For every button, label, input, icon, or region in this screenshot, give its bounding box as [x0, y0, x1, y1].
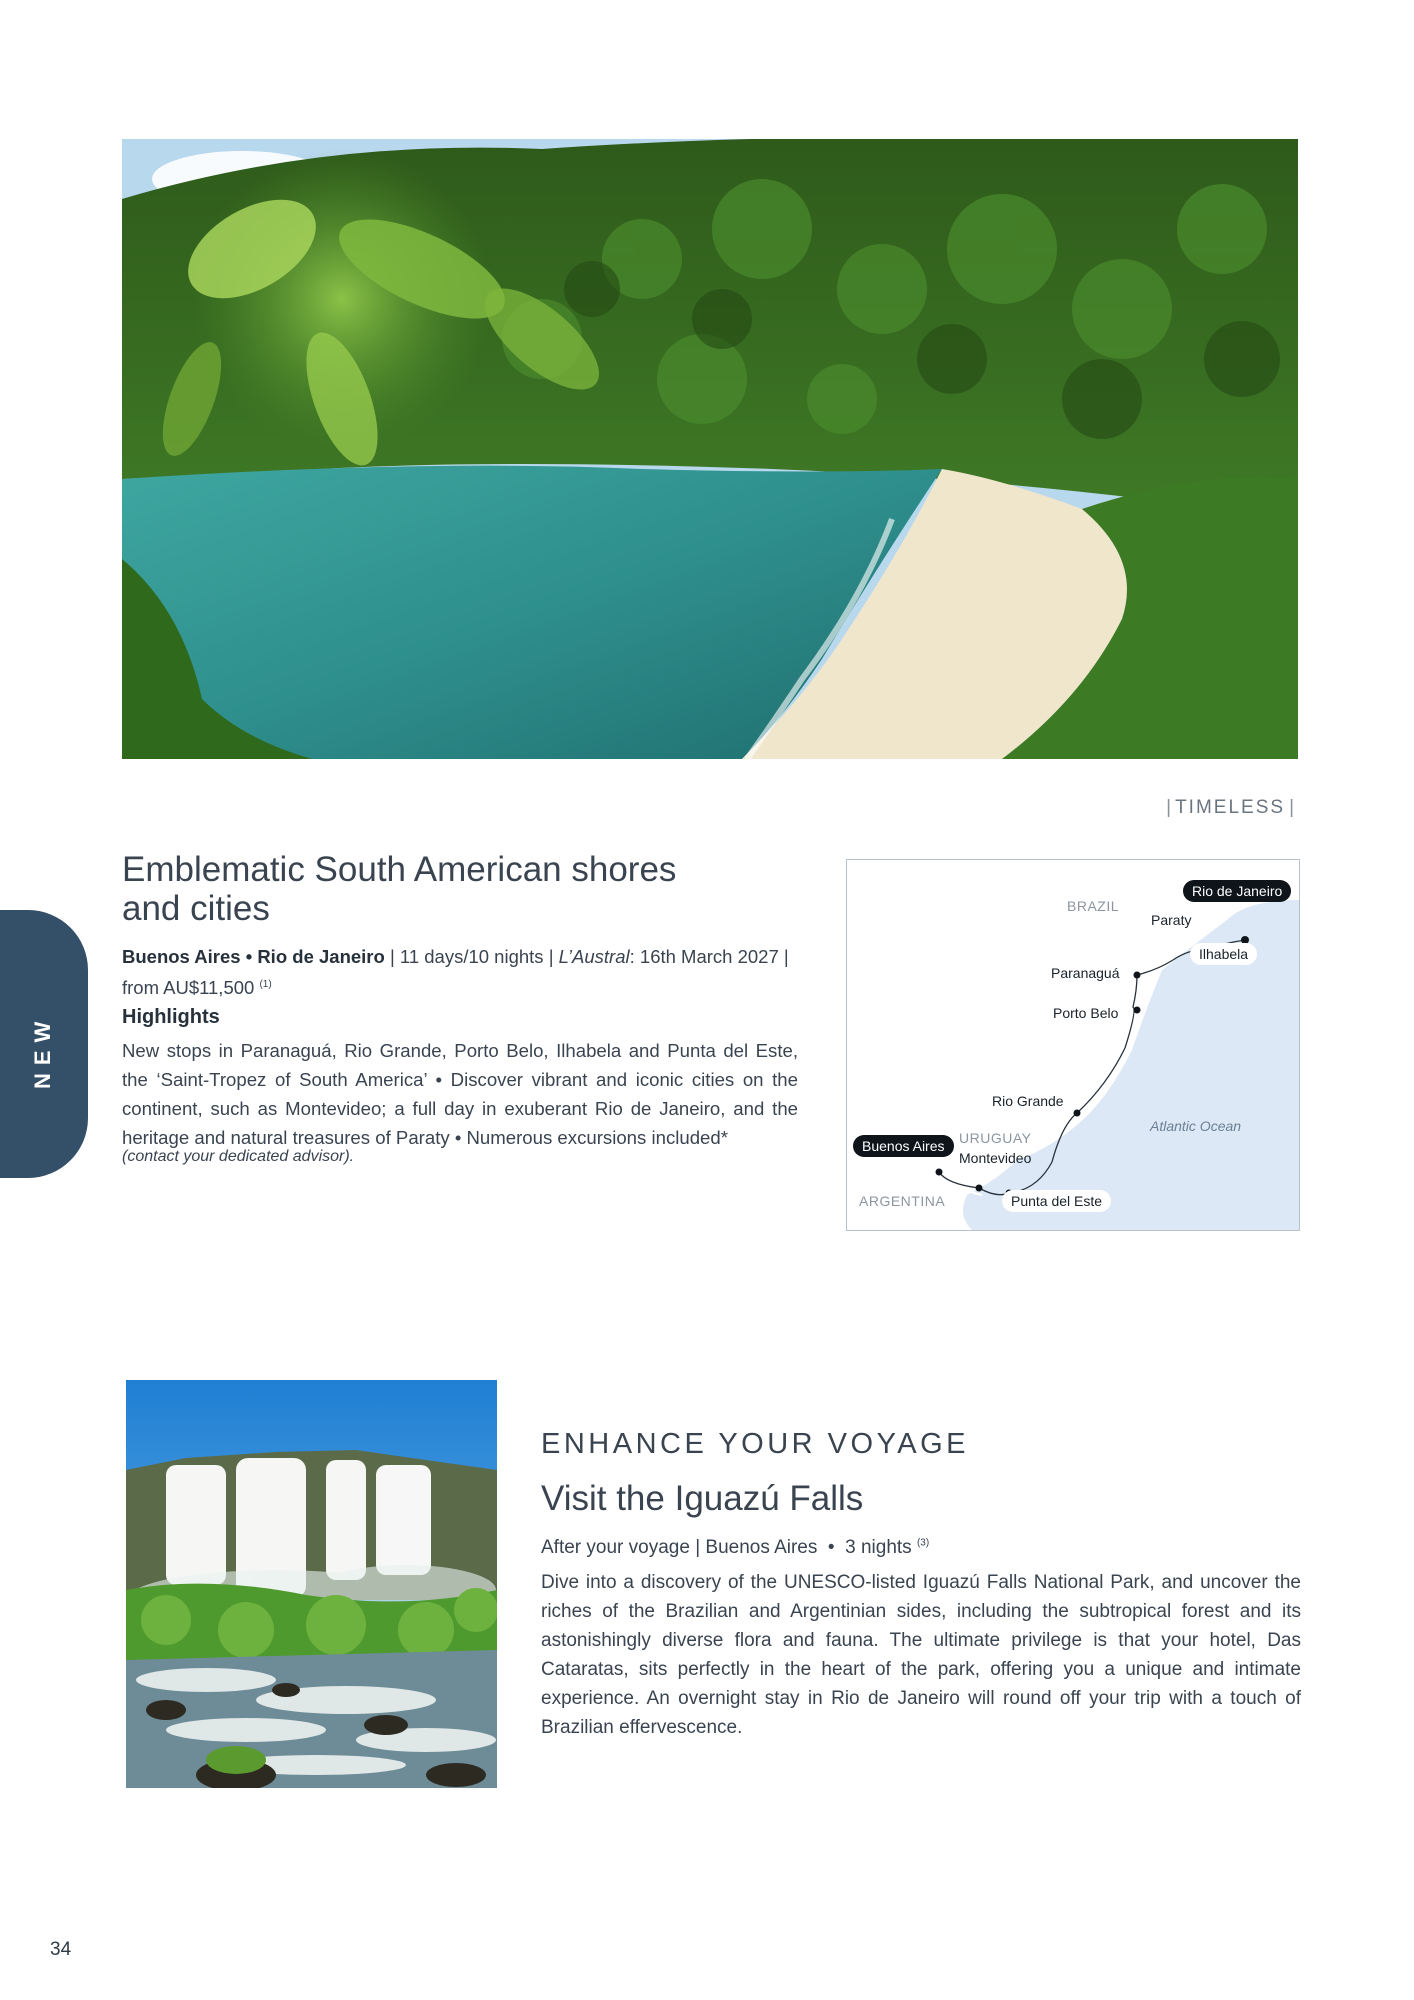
cruise-title: Emblematic South American shores and cities — [122, 850, 677, 928]
advisor-note: (contact your dedicated advisor). — [122, 1148, 355, 1165]
itinerary-line — [122, 943, 802, 1002]
tag-label: TIMELESS — [1175, 797, 1286, 818]
enhance-kicker: ENHANCE YOUR VOYAGE — [541, 1428, 970, 1460]
new-tab-label: NEW — [30, 1013, 55, 1089]
separator: | — [543, 946, 559, 967]
map-stop-porto-belo: Porto Belo — [1053, 1005, 1119, 1021]
extension-meta-text: After your voyage | Buenos Aires • 3 nights — [541, 1537, 912, 1558]
iguazu-description: Dive into a discovery of the UNESCO-listed Iguazú Falls National Park, and uncover the riches of the Brazilian and Argentinian sides, including the subtropical forest and its astonishingly diverse flora and fauna. The ultimate privilege is that your hotel, Das Cataratas, sits perfectly in the heart of the park, offering you a unique and intimate experience. An overnight stay in Rio de Janeiro will round off your trip with a touch of Brazilian effervescence. — [541, 1572, 1301, 1738]
map-stop-ilhabela: Ilhabela — [1190, 943, 1257, 965]
hero-photo — [122, 139, 1298, 759]
price: from AU$11,500 — [122, 977, 255, 999]
iguazu-title: Visit the Iguazú Falls — [541, 1479, 864, 1518]
map-stop-rio-grande: Rio Grande — [992, 1093, 1064, 1109]
map-country-brazil: BRAZIL — [1067, 898, 1120, 914]
extension-footnote: (3) — [916, 1537, 930, 1549]
page-number: 34 — [50, 1939, 72, 1960]
map-stop-paraty: Paraty — [1151, 912, 1192, 928]
tag-separator-right: | — [1289, 797, 1294, 818]
map-country-uruguay: URUGUAY — [959, 1130, 1032, 1146]
duration: 11 days/10 nights — [399, 946, 544, 967]
ship-name: L’Austral — [558, 946, 630, 967]
price-footnote: (1) — [259, 979, 272, 990]
route-map — [846, 859, 1300, 1231]
map-country-argentina: ARGENTINA — [859, 1193, 946, 1209]
separator: | — [384, 946, 400, 967]
tag-separator-left: | — [1166, 797, 1172, 818]
map-end-port: Rio de Janeiro — [1183, 880, 1291, 902]
new-side-tab — [0, 910, 88, 1178]
highlights-text: New stops in Paranaguá, Rio Grande, Porto Belo, Ilhabela and Punta del Este, the ‘Saint-Tropez of South America’ • Discover vibrant and iconic cities on the continent, such as Montevideo; a full day in exuberant Rio de Janeiro, and the heritage and natural treasures of Paraty • Numerous excursions included* — [122, 1040, 798, 1148]
extension-meta — [541, 1537, 929, 1559]
map-stop-paranagua: Paranaguá — [1051, 965, 1120, 981]
departure-date: : 16th March 2027 | — [629, 946, 789, 967]
map-ocean-label: Atlantic Ocean — [1150, 1118, 1242, 1134]
map-start-port: Buenos Aires — [853, 1135, 954, 1157]
highlights-heading: Highlights — [122, 1006, 220, 1028]
collection-tag — [1140, 797, 1298, 819]
map-stop-montevideo: Montevideo — [959, 1150, 1032, 1166]
route: Buenos Aires • Rio de Janeiro — [122, 946, 385, 967]
iguazu-falls-photo — [126, 1380, 497, 1788]
map-stop-punta-del-este: Punta del Este — [1002, 1190, 1111, 1212]
